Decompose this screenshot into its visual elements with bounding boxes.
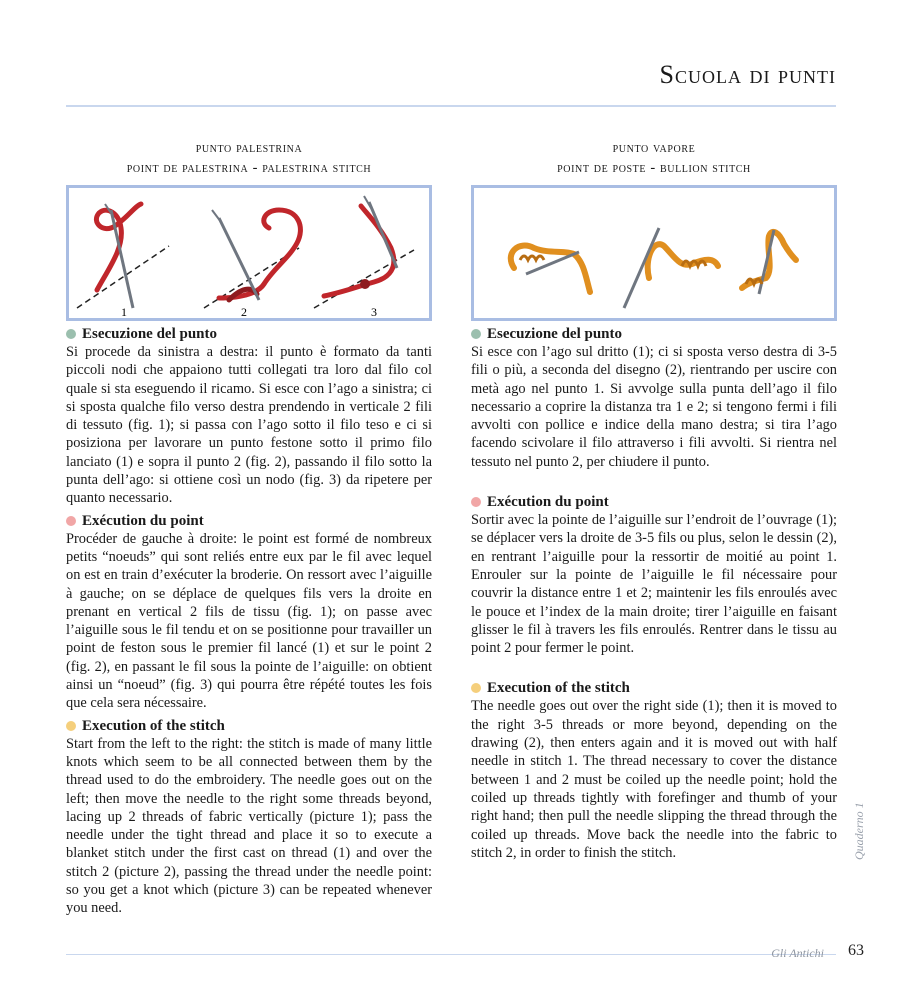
green-bullet-icon [471, 329, 481, 339]
left-section-english [66, 717, 432, 918]
right-section-english [471, 679, 837, 862]
pink-bullet-icon [66, 516, 76, 526]
guide-line-1 [77, 246, 169, 308]
section-text: Start from the left to the right: the stitch is made of many little knots which seem to be all connected between them by the thread used to do the embroidery. The needle goes out on the left; then move the needle to the right some threads beyond, lacing up 2 threads of fabric vertically (picture 1); pass the needle under the tight thread and place it so to execute a blanket stitch under the first cast on thread (1) and over the stitch 2 (picture 2), passing the thread under the needle point: so you get a knot which (picture 3) can be repeated whenever you need. [66, 735, 432, 917]
footer-divider [66, 954, 836, 955]
figure-label-1: 1 [121, 305, 127, 318]
section-text: The needle goes out over the right side (1); then it is moved to the right 3-5 threads or more beyond, depending on the drawing (2), then enters again and it is moved out with half needle in stitch 1. The thread necessary to cover the distance between 1 and 2 must be coiled up the needle point; hold the coiled up threads tightly with forefinger and thumb of your right hand; then pull the needle slipping the thread through the coiled up threads. Move back the needle into the fabric to stitch 2, in order to finish the stitch. [471, 698, 837, 861]
needle-fig3 [369, 202, 397, 268]
right-heading [471, 138, 837, 180]
pink-bullet-icon [471, 497, 481, 507]
figure-label-3: 3 [371, 305, 377, 318]
vertical-series-label: Quaderno 1 [852, 802, 866, 860]
section-title: Esecuzione del punto [487, 326, 623, 342]
yellow-bullet-icon [66, 721, 76, 731]
figure-label-2: 2 [241, 305, 247, 318]
page-number: 63 [848, 942, 864, 959]
section-title: Esecuzione del punto [82, 326, 218, 342]
right-heading-line1: punto vapore [612, 140, 696, 156]
left-heading-line1: punto palestrina [195, 140, 303, 156]
left-heading-line2: point de palestrina - palestrina stitch [126, 160, 372, 176]
section-text: Procéder de gauche à droite: le point est formé de nombreux petits “noeuds” qui sont reliés entre eux par le fil avec lequel on est en train d’exécuter la broderie. On ressort avec l’aiguille à gauche; on se déplace de quelques fils vers la droite en prenant en vertical 2 fils de tissu (fig. 1); on passe avec l’aiguille sous le fil tendu et on se positionne pour travailler un point de feston sous le premier fil lancé (1) et sur le point 2 (fig. 2), en passant le fil sous la pointe de l’aiguille: on obtient ainsi un “noeud” (fig. 3) qui pourra être répété toutes les fois que cela sera nécessaire. [66, 530, 432, 712]
left-section-italian [66, 325, 432, 508]
palestrina-stitch-drawing [69, 188, 429, 318]
page-title: Scuola di punti [659, 60, 836, 89]
section-title: Exécution du point [487, 494, 609, 511]
left-section-french [66, 512, 432, 713]
section-text: Si procede da sinistra a destra: il punto è formato da tanti piccoli nodi che appaiono tutti collegati tra loro dal filo col quale si sta eseguendo il ricamo. Si esce con l’ago a sinistra; ci si sposta qualche filo verso destra prendendo in verticale 2 fili di tessuto (fig. 1); si passa con l’ago sotto il filo teso e ci si posiziona per lavorare un punto festone sotto il primo filo lanciato (1) e sopra il punto 2 (fig. 2), passando il filo sotto la punta dell’ago: si ottiene così un nodo (fig. 3) da ripetere per quanto necessario. [66, 344, 432, 507]
coils-bullion-1 [520, 256, 544, 260]
thread-fig2 [219, 210, 300, 298]
thread-bullion-2 [648, 244, 718, 278]
needle-eye-fig2 [212, 210, 221, 222]
right-column [471, 138, 837, 862]
section-title: Execution of the stitch [487, 680, 630, 697]
title-divider [66, 105, 836, 107]
left-column [66, 138, 432, 918]
section-title: Execution of the stitch [82, 717, 225, 734]
section-text: Sortir avec la pointe de l’aiguille sur l’endroit de l’ouvrage (1); se déplacer vers la droite de 3-5 fils ou plus, selon le dessin (2), en rentrant l’aiguille pour la ressortir de moitié au point 1. Enrouler sur la pointe de l’aiguille le fil nécessaire pour couvrir la distance entre 1 et 2; maintenir les fils enroulés avec le pouce et l’index de la main droite; tirer l’aiguille en faisant glisser le fil à travers les fils enroulés. Rentrer dans le tissu au point 2 pour fermer le point. [471, 512, 837, 657]
palestrina-illustration [66, 185, 432, 321]
green-bullet-icon [66, 329, 76, 339]
bullion-illustration [471, 185, 837, 321]
footer-brand: Gli Antichi [771, 946, 824, 960]
section-text: Si esce con l’ago sul dritto (1); ci si sposta verso destra di 3-5 fili o più, a seconda del disegno (2), rientrando per uscire con metà ago nel punto 1. Si avvolge sulla punta dell’ago il filo necessario a coprire la distanza tra 1 e 2; si tengono fermi i fili avvolti con pollice e indice della mano destra; si tira l’ago facendo scivolare il filo attraverso i fili avvolti. Si rientra nel tessuto nel punto 2, per chiudere il punto. [471, 344, 837, 470]
needle-fig2 [219, 218, 259, 300]
left-heading [66, 138, 432, 180]
knot-fig3 [360, 279, 370, 289]
yellow-bullet-icon [471, 683, 481, 693]
right-section-italian [471, 325, 837, 471]
needle-bullion-2 [624, 228, 659, 308]
bullion-stitch-drawing [474, 188, 834, 318]
guide-line-3 [314, 250, 414, 308]
right-heading-line2: point de poste - bullion stitch [557, 160, 751, 176]
right-section-french [471, 493, 837, 657]
section-title: Exécution du point [82, 512, 204, 529]
